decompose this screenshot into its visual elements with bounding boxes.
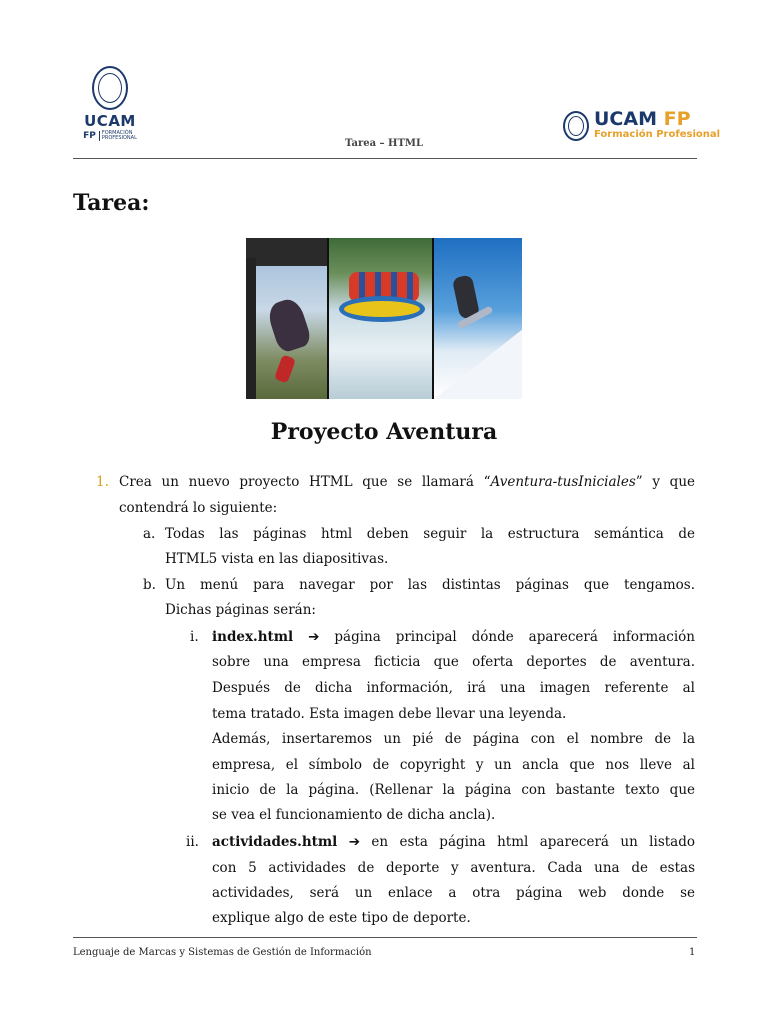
item-ii-line1 (212, 832, 695, 852)
logo-right-sub: Formación Profesional (594, 129, 721, 140)
project-name: Aventura-tusIniciales (490, 474, 636, 490)
mountain-shape (434, 329, 522, 399)
item-i-line3: Después de dicha información, irá una imagen referente al (212, 680, 695, 696)
list-marker-1: 1. (96, 474, 109, 490)
skydiver-shape (265, 296, 313, 354)
adventure-sports-image (246, 238, 522, 399)
item-i-text: página principal dónde aparecerá información (334, 629, 695, 645)
list-marker-b: b. (143, 577, 156, 593)
item-i-line2: sobre una empresa ficticia que oferta deportes de aventura. (212, 654, 695, 670)
list-marker-i: i. (190, 629, 199, 645)
header-divider (73, 158, 697, 159)
item-i-line1 (212, 627, 695, 647)
logo-left-fp: FP (83, 131, 96, 141)
item-ii-line3: actividades, será un enlace a otra página web donde se (212, 885, 695, 901)
rafting-photo (329, 238, 431, 399)
logo-right-fp: FP (663, 108, 691, 130)
item-i-line7: inicio de la página. (Rellenar la página con bastante texto que (212, 782, 695, 798)
item-a-line2: HTML5 vista en las diapositivas. (165, 551, 389, 567)
footer-divider (73, 937, 697, 938)
plane-shape (246, 238, 327, 266)
item-b-line1: Un menú para navegar por las distintas páginas que tengamos. (165, 577, 695, 593)
university-seal-icon (92, 66, 128, 110)
ucam-fp-logo-left (80, 66, 140, 141)
logo-right-name: UCAM (594, 108, 657, 130)
logo-left-sub-line1: FORMACIÓN (101, 130, 133, 136)
logo-left-sub-line2: PROFESIONAL (101, 135, 137, 141)
actividades-filename: actividades.html (212, 834, 338, 850)
item-i-line5: Además, insertaremos un pié de página con el nombre de la (212, 731, 695, 747)
item-b-line2: Dichas páginas serán: (165, 602, 316, 618)
project-title: Proyecto Aventura (270, 419, 498, 445)
item-i-line6: empresa, el símbolo de copyright y un ancla que nos lleve al (212, 757, 695, 773)
list-marker-ii: ii. (186, 834, 199, 850)
footer-text: Lenguaje de Marcas y Sistemas de Gestión de Información (73, 947, 372, 958)
door-shape (246, 258, 256, 399)
item-ii-line4: explique algo de este tipo de deporte. (212, 910, 471, 926)
raft-shape (339, 296, 425, 322)
logo-right-brand (594, 110, 720, 129)
list-marker-a: a. (143, 526, 156, 542)
item1-line1 (119, 472, 695, 492)
item-i-line4: tema tratado. Esta imagen debe llevar una leyenda. (212, 706, 567, 722)
item-ii-text: en esta página html aparecerá un listado (371, 834, 695, 850)
item1-line2: contendrá lo siguiente: (119, 500, 278, 516)
item1-text-before: Crea un nuevo proyecto HTML que se llamará “ (119, 474, 491, 490)
boot-shape (274, 354, 296, 383)
arrow-right-icon: ➔ (308, 629, 320, 645)
page-heading: Tarea: (73, 190, 150, 216)
index-filename: index.html (212, 629, 294, 645)
logo-left-name: UCAM (84, 112, 136, 130)
snowboarding-photo (434, 238, 522, 399)
arrow-right-icon: ➔ (348, 834, 361, 850)
logo-right-text (594, 110, 720, 141)
item-i-line8: se vea el funcionamiento de dicha ancla). (212, 807, 496, 823)
item-ii-line2: con 5 actividades de deporte y aventura. Cada una de estas (212, 860, 695, 876)
item-a-line1: Todas las páginas html deben seguir la estructura semántica de (165, 526, 695, 542)
skydiving-photo (246, 238, 327, 399)
item1-text-after: ” y que (635, 474, 696, 490)
page-number: 1 (689, 947, 696, 958)
ucam-fp-logo-right (563, 110, 720, 141)
header-title: Tarea – HTML (344, 138, 424, 149)
university-seal-small-icon (563, 111, 589, 141)
